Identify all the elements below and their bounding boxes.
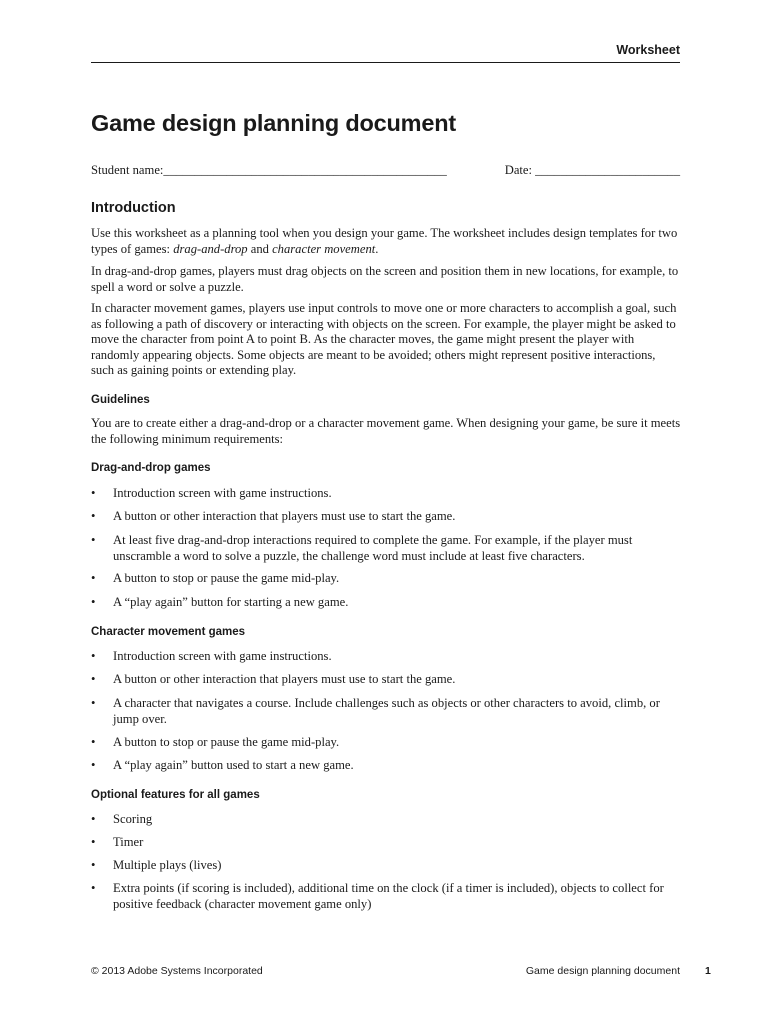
list-item: • Extra points (if scoring is included), additional time on the clock (if a timer is included), objects to collect for positive feedback (character movement game only) <box>91 881 664 911</box>
footer-doc-name: Game design planning document <box>525 965 680 977</box>
bullet-icon: • <box>91 533 96 547</box>
optional-features-heading: Optional features for all games <box>91 789 260 801</box>
list-item: • A “play again” button used to start a new game. <box>91 758 354 772</box>
footer-copyright: © 2013 Adobe Systems Incorporated <box>91 965 263 977</box>
bullet-icon: • <box>91 858 96 872</box>
guidelines-paragraph <box>91 416 681 447</box>
guidelines-heading: Guidelines <box>91 394 150 406</box>
list-item: • A button or other interaction that players must use to start the game. <box>91 672 456 686</box>
intro-text-b: and <box>247 241 273 256</box>
character-movement-heading: Character movement games <box>91 626 246 638</box>
list-item: • A “play again” button for starting a new game. <box>91 595 349 609</box>
bullet-icon: • <box>91 595 96 609</box>
bullet-icon: • <box>91 881 96 895</box>
introduction-heading: Introduction <box>91 200 176 216</box>
bullet-icon: • <box>91 812 96 826</box>
intro-p3-text: In character movement games, players use input controls to move one or more characters to accomplish a goal, such as following a path of discovery or interacting with objects on the screen. For example, the player might be asked to move the character from point A to point B. As the character moves, the game might present the player with randomly appearing objects. Some objects are meant to be avoided; others might represent positive interactions, such as gaining points or extending play. <box>91 301 677 377</box>
bullet-icon: • <box>91 486 96 500</box>
bullet-icon: • <box>91 509 96 523</box>
list-item: • Introduction screen with game instructions. <box>91 486 332 500</box>
bullet-icon: • <box>91 696 96 710</box>
bullet-icon: • <box>91 758 96 772</box>
intro-text-a: Use this worksheet as a planning tool when you design your game. The worksheet includes design templates for two types of games: <box>91 226 678 256</box>
page-title: Game design planning document <box>91 110 457 136</box>
intro-text-c: . <box>375 241 379 256</box>
list-item: • Introduction screen with game instructions. <box>91 649 332 663</box>
footer-page-number: 1 <box>705 965 711 977</box>
bullet-icon: • <box>91 571 96 585</box>
guidelines-text: You are to create either a drag-and-drop or a character movement game. When designing your game, be sure it meets the following minimum requirements: <box>91 416 681 446</box>
intro-em-character-movement: character movement <box>272 241 376 256</box>
bullet-icon: • <box>91 649 96 663</box>
bullet-icon: • <box>91 735 96 749</box>
intro-em-drag-and-drop: drag-and-drop <box>173 241 248 256</box>
list-item: • Multiple plays (lives) <box>91 858 222 872</box>
bullet-icon: • <box>91 672 96 686</box>
introduction-paragraph-2 <box>91 264 681 295</box>
introduction-paragraph-1 <box>91 226 681 257</box>
list-item: • A character that navigates a course. Include challenges such as objects or other characters to avoid, climb, or jump over. <box>91 696 660 726</box>
date-field[interactable]: Date: _______________________ <box>504 163 680 177</box>
list-item: • At least five drag-and-drop interactions required to complete the game. For example, if the player must unscramble a word to solve a puzzle, the challenge word must include at least five characters. <box>91 533 633 563</box>
drag-and-drop-heading: Drag-and-drop games <box>91 462 211 474</box>
list-item: • Timer <box>91 835 144 849</box>
list-item: • A button or other interaction that players must use to start the game. <box>91 509 456 523</box>
list-item: • Scoring <box>91 812 153 826</box>
bullet-icon: • <box>91 835 96 849</box>
list-item: • A button to stop or pause the game mid-play. <box>91 571 340 585</box>
student-name-field[interactable]: Student name:_____________________________________________ <box>91 163 447 177</box>
introduction-paragraph-3 <box>91 301 681 379</box>
intro-p2-text: In drag-and-drop games, players must drag objects on the screen and position them in new locations, for example, to spell a word or solve a puzzle. <box>91 264 679 294</box>
header-rule <box>91 62 680 63</box>
list-item: • A button to stop or pause the game mid-play. <box>91 735 340 749</box>
header-label: Worksheet <box>616 43 680 57</box>
